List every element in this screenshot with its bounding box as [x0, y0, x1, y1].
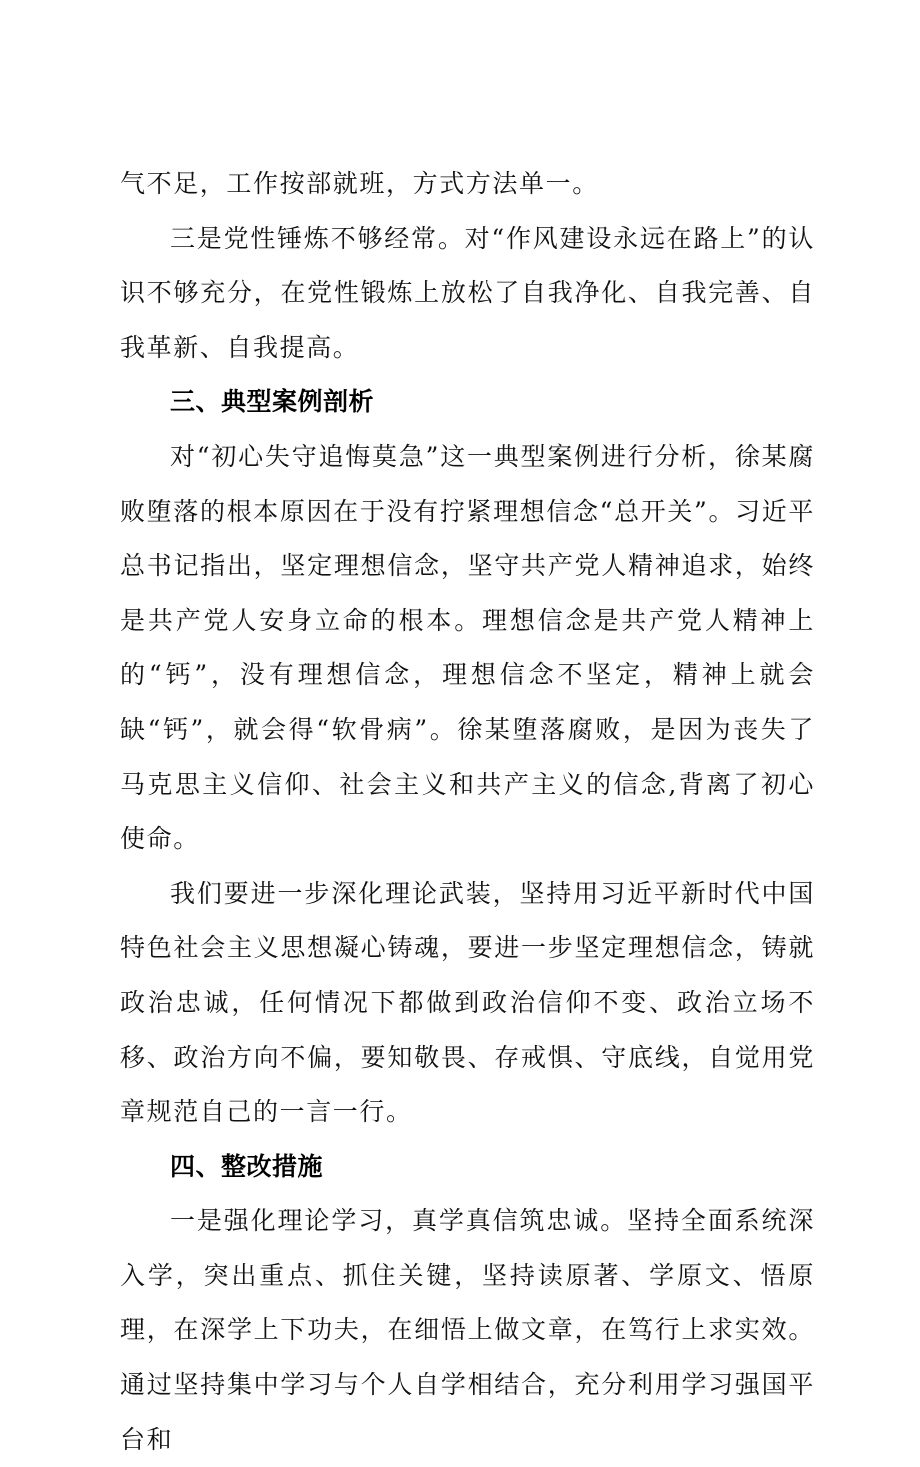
paragraph-party-spirit: 三是党性锤炼不够经常。对“作风建设永远在路上”的认识不够充分，在党性锻炼上放松了自我净化、自我完善、自我革新、自我提高。 — [120, 223, 815, 362]
section-heading-case-analysis: 三、典型案例剖析 — [170, 387, 375, 417]
paragraph-case-analysis: 对“初心失守追悔莫急”这一典型案例进行分析，徐某腐败堕落的根本原因在于没有拧紧理想信念“总开关”。习近平总书记指出，坚定理想信念，坚守共产党人精神追求，始终是共产党人安身立命的根本。理想信念是共产党人精神上的“钙”，没有理想信念，理想信念不坚定，精神上就会缺“钙”，就会得“软骨病”。徐某堕落腐败，是因为丧失了马克思主义信仰、社会主义和共产主义的信念,背离了初心使命。 — [120, 441, 815, 854]
paragraph-theory-study: 一是强化理论学习，真学真信筑忠诚。坚持全面系统深入学，突出重点、抓住关键，坚持读原著、学原文、悟原理，在深学上下功夫，在细悟上做文章，在笃行上求实效。通过坚持集中学习与个人自学相结合，充分利用学习强国平台和 — [120, 1206, 815, 1454]
document-body — [120, 157, 815, 1467]
section-heading-rectification: 四、整改措施 — [170, 1151, 324, 1181]
paragraph-theory-arming: 我们要进一步深化理论武装，坚持用习近平新时代中国特色社会主义思想凝心铸魂，要进一步坚定理想信念，铸就政治忠诚，任何情况下都做到政治信仰不变、政治立场不移、政治方向不偏，要知敬畏、存戒惧、守底线，自觉用党章规范自己的一言一行。 — [120, 878, 815, 1127]
paragraph-continuation: 气不足，工作按部就班，方式方法单一。 — [120, 169, 599, 198]
